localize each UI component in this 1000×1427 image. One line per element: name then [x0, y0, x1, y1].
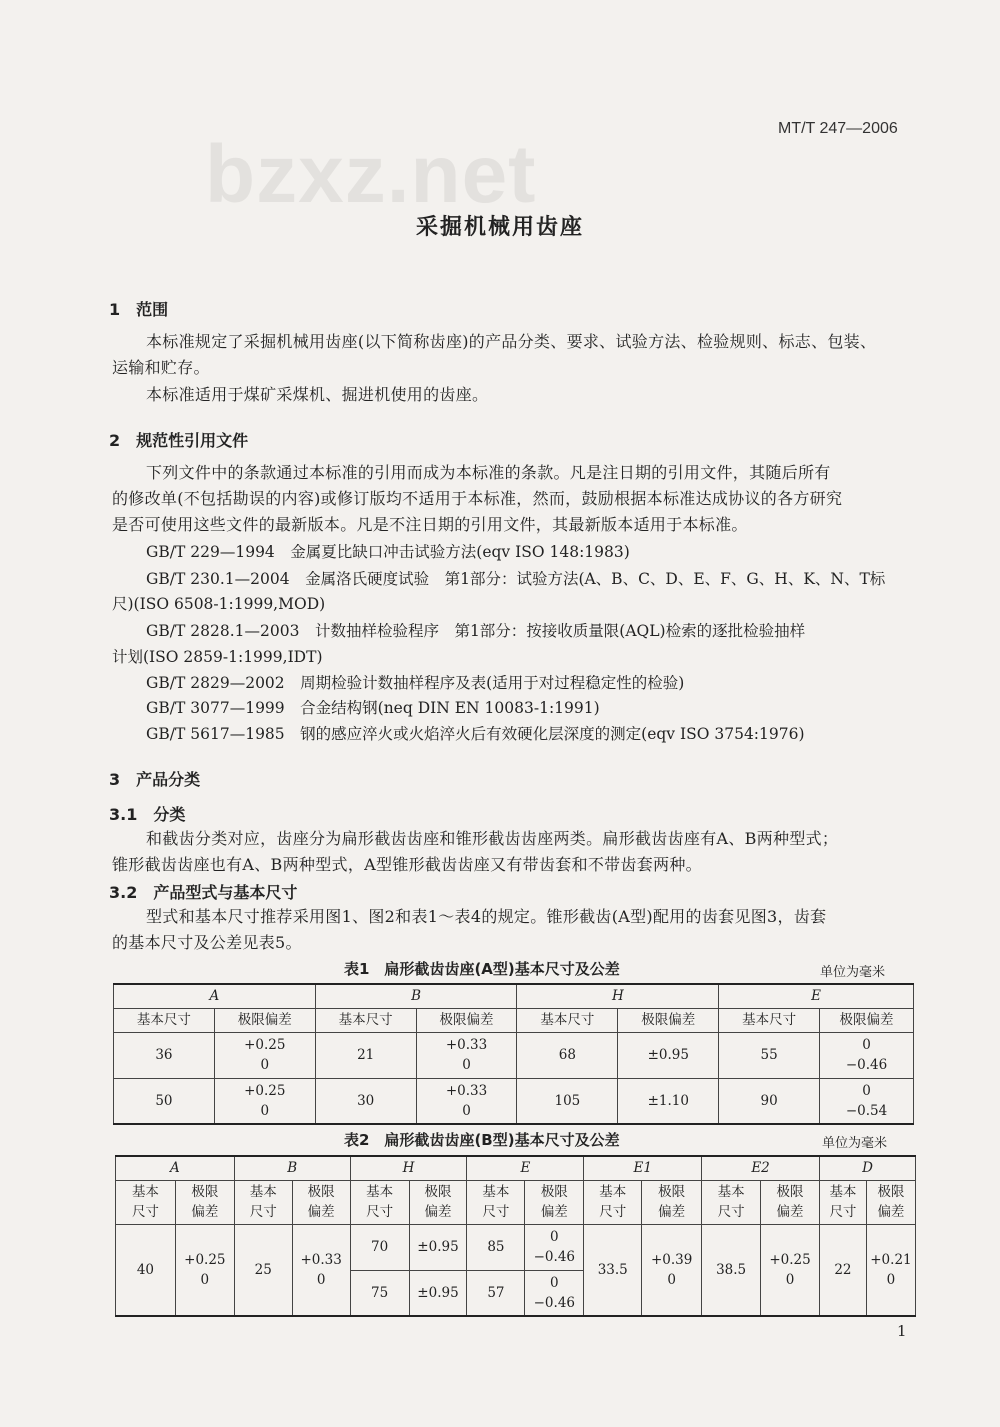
t2-sub — [467, 1180, 525, 1224]
sub-line: 极限 — [877, 1184, 905, 1200]
s1-paragraph-2: 本标准适用于煤矿采煤机、掘进机使用的齿座。 — [146, 385, 489, 404]
t2-cell: 70 — [350, 1224, 409, 1270]
t2-cell — [761, 1224, 820, 1316]
t1-cell — [416, 1078, 517, 1124]
sub-line: 偏差 — [191, 1204, 219, 1220]
sub-line: 极限 — [658, 1184, 686, 1200]
tol-lower: −0.46 — [533, 1294, 575, 1311]
s31-line-2: 锥形截齿齿座也有A、B两种型式，A型锥形截齿齿座又有带齿套和不带齿套两种。 — [112, 855, 702, 874]
tol-upper: 0 — [862, 1037, 871, 1053]
t2-cell: 85 — [467, 1224, 525, 1270]
sub-line: 偏差 — [877, 1204, 905, 1220]
sub-line: 基本 — [717, 1184, 745, 1200]
t2-header-e2: E2 — [702, 1156, 820, 1180]
t1-header-b: B — [315, 984, 517, 1008]
ref-gbt230-a: GB/T 230.1—2004 金属洛氏硬度试验 第1部分：试验方法(A、B、C、D、E、F、G、H、K、N、T标 — [146, 570, 886, 588]
t1-cell: ±1.10 — [618, 1078, 719, 1124]
ref-gbt5617: GB/T 5617—1985 钢的感应淬火或火焰淬火后有效硬化层深度的测定(eqv ISO 3754:1976) — [146, 725, 805, 743]
t2-sub — [819, 1180, 866, 1224]
s2-line-3: 是否可使用这些文件的最新版本。凡是不注日期的引用文件，其最新版本适用于本标准。 — [112, 515, 748, 534]
table1-unit: 单位为毫米 — [820, 965, 886, 980]
sub-line: 尺寸 — [131, 1204, 159, 1220]
t1-sub: 基本尺寸 — [315, 1008, 416, 1032]
ref-gbt2828-b: 计划(ISO 2859-1:1999,IDT) — [112, 648, 323, 666]
t2-cell: 33.5 — [584, 1224, 642, 1316]
sub-line: 基本 — [829, 1184, 857, 1200]
sub-line: 偏差 — [424, 1204, 452, 1220]
tol-upper: +0.21 — [870, 1251, 912, 1268]
ref-gbt230-b: 尺)(ISO 6508-1:1999,MOD) — [112, 595, 326, 613]
t2-cell: 25 — [234, 1224, 292, 1316]
table2-caption: 表2 扁形截齿齿座(B型)基本尺寸及公差 — [344, 1131, 620, 1149]
t1-sub: 极限偏差 — [820, 1008, 914, 1032]
t2-cell: ±0.95 — [409, 1224, 467, 1270]
t1-cell — [214, 1032, 315, 1078]
tol-lower: 0 — [462, 1102, 471, 1119]
sub-line: 极限 — [191, 1184, 219, 1200]
section-3-2-heading: 3.2 产品型式与基本尺寸 — [109, 883, 298, 902]
sub-line: 极限 — [424, 1184, 452, 1200]
ref-gbt229: GB/T 229—1994 金属夏比缺口冲击试验方法(eqv ISO 148:1983) — [146, 543, 630, 561]
table-row — [114, 1078, 914, 1124]
t1-sub: 极限偏差 — [416, 1008, 517, 1032]
t2-cell: 38.5 — [702, 1224, 761, 1316]
t2-cell — [292, 1224, 350, 1316]
sub-line: 尺寸 — [829, 1204, 857, 1220]
table1-caption: 表1 扁形截齿齿座(A型)基本尺寸及公差 — [344, 960, 620, 978]
ref-gbt2829: GB/T 2829—2002 周期检验计数抽样程序及表(适用于对过程稳定性的检验) — [146, 674, 685, 692]
s32-line-2: 的基本尺寸及公差见表5。 — [112, 933, 302, 952]
tol-upper: 0 — [862, 1082, 871, 1099]
tol-lower: 0 — [667, 1271, 676, 1288]
t1-cell — [416, 1032, 517, 1078]
t1-cell — [820, 1032, 914, 1078]
tol-lower: −0.46 — [845, 1057, 888, 1073]
t2-cell — [866, 1224, 915, 1316]
t2-sub — [761, 1180, 820, 1224]
sub-line: 偏差 — [658, 1204, 686, 1220]
section-3-1-heading: 3.1 分类 — [109, 805, 186, 824]
t2-sub — [292, 1180, 350, 1224]
tol-lower: 0 — [260, 1102, 270, 1119]
sub-line: 尺寸 — [366, 1204, 394, 1220]
tol-upper: +0.33 — [445, 1082, 488, 1099]
sub-line: 基本 — [366, 1184, 394, 1200]
t2-cell: 40 — [116, 1224, 176, 1316]
t1-cell: 50 — [114, 1078, 215, 1124]
tol-upper: 0 — [550, 1274, 559, 1291]
s2-line-1: 下列文件中的条款通过本标准的引用而成为本标准的条款。凡是注日期的引用文件，其随后所有 — [146, 463, 831, 482]
t2-sub — [116, 1180, 176, 1224]
t2-sub — [525, 1180, 584, 1224]
section-2-heading: 2 规范性引用文件 — [109, 431, 249, 450]
sub-line: 基本 — [599, 1184, 627, 1200]
tol-upper: 0 — [550, 1229, 559, 1245]
t2-header-e: E — [467, 1156, 584, 1180]
sub-line: 基本 — [131, 1184, 159, 1200]
t1-cell — [214, 1078, 315, 1124]
tol-lower: 0 — [462, 1057, 471, 1073]
t2-cell: ±0.95 — [409, 1270, 467, 1316]
t2-sub — [702, 1180, 761, 1224]
t2-sub — [642, 1180, 702, 1224]
sub-line: 基本 — [482, 1184, 510, 1200]
t2-cell — [642, 1224, 702, 1316]
t1-cell — [820, 1078, 914, 1124]
section-3-heading: 3 产品分类 — [109, 770, 201, 789]
sub-line: 尺寸 — [717, 1204, 745, 1220]
sub-line: 尺寸 — [249, 1204, 277, 1220]
table-row — [116, 1224, 916, 1270]
tol-upper: +0.33 — [300, 1251, 342, 1268]
t1-cell: 105 — [517, 1078, 618, 1124]
s32-line-1: 型式和基本尺寸推荐采用图1、图2和表1～表4的规定。锥形截齿(A型)配用的齿套见图3，齿套 — [146, 907, 827, 926]
ref-gbt3077: GB/T 3077—1999 合金结构钢(neq DIN EN 10083-1:1991) — [146, 699, 600, 717]
tol-upper: +0.25 — [184, 1251, 226, 1268]
t1-header-e: E — [719, 984, 914, 1008]
t2-sub — [234, 1180, 292, 1224]
page-number: 1 — [897, 1322, 907, 1340]
table1 — [113, 983, 914, 1125]
sub-line: 尺寸 — [599, 1204, 627, 1220]
tol-lower: −0.46 — [533, 1249, 575, 1265]
t1-cell: 68 — [517, 1032, 618, 1078]
tol-lower: 0 — [260, 1057, 270, 1073]
t2-sub — [175, 1180, 234, 1224]
standard-number: MT/T 247—2006 — [778, 120, 898, 137]
document-title: 采掘机械用齿座 — [415, 215, 584, 240]
t2-cell: 57 — [467, 1270, 525, 1316]
s2-line-2: 的修改单(不包括勘误的内容)或修订版均不适用于本标准，然而，鼓励根据本标准达成协议的各方研究 — [112, 489, 843, 508]
tol-upper: +0.33 — [445, 1037, 488, 1053]
table2 — [115, 1155, 916, 1317]
t2-cell — [525, 1224, 584, 1270]
section-1-heading: 1 范围 — [109, 300, 169, 319]
t2-cell: 75 — [350, 1270, 409, 1316]
t2-sub — [409, 1180, 467, 1224]
tol-lower: 0 — [316, 1271, 326, 1288]
sub-line: 极限 — [540, 1184, 568, 1200]
t1-sub: 基本尺寸 — [517, 1008, 618, 1032]
table2-unit: 单位为毫米 — [822, 1136, 888, 1151]
tol-upper: +0.25 — [244, 1037, 286, 1053]
tol-lower: −0.54 — [845, 1102, 888, 1119]
sub-line: 偏差 — [776, 1204, 804, 1220]
tol-lower: 0 — [785, 1271, 795, 1288]
ref-gbt2828-a: GB/T 2828.1—2003 计数抽样检验程序 第1部分：按接收质量限(AQL)检索的逐批检验抽样 — [146, 622, 806, 640]
watermark: bzxz.net — [205, 129, 537, 220]
t1-cell: 36 — [114, 1032, 215, 1078]
t2-header-a: A — [116, 1156, 235, 1180]
t2-cell: 22 — [819, 1224, 866, 1316]
t1-sub: 极限偏差 — [214, 1008, 315, 1032]
sub-line: 极限 — [307, 1184, 335, 1200]
sub-line: 偏差 — [307, 1204, 335, 1220]
t2-sub — [584, 1180, 642, 1224]
sub-line: 极限 — [776, 1184, 804, 1200]
s1-paragraph-1b: 运输和贮存。 — [112, 358, 210, 377]
t2-cell — [525, 1270, 584, 1316]
t1-header-a: A — [114, 984, 316, 1008]
t1-cell: 30 — [315, 1078, 416, 1124]
tol-upper: +0.25 — [244, 1082, 286, 1099]
tol-upper: +0.25 — [769, 1251, 811, 1268]
t1-cell: ±0.95 — [618, 1032, 719, 1078]
t2-header-e1: E1 — [584, 1156, 702, 1180]
t2-header-d: D — [819, 1156, 915, 1180]
tol-lower: 0 — [886, 1271, 896, 1288]
t2-header-b: B — [234, 1156, 350, 1180]
t1-sub: 基本尺寸 — [719, 1008, 820, 1032]
t1-cell: 55 — [719, 1032, 820, 1078]
sub-line: 基本 — [249, 1184, 277, 1200]
t1-cell: 90 — [719, 1078, 820, 1124]
t2-cell — [175, 1224, 234, 1316]
sub-line: 尺寸 — [482, 1204, 510, 1220]
t1-cell: 21 — [315, 1032, 416, 1078]
table-row — [114, 1032, 914, 1078]
s1-paragraph-1a: 本标准规定了采掘机械用齿座(以下简称齿座)的产品分类、要求、试验方法、检验规则、标志、包装、 — [146, 332, 877, 351]
t2-header-h: H — [350, 1156, 467, 1180]
t2-sub — [866, 1180, 915, 1224]
sub-line: 偏差 — [540, 1204, 568, 1220]
t1-sub: 极限偏差 — [618, 1008, 719, 1032]
t1-sub: 基本尺寸 — [114, 1008, 215, 1032]
t2-sub — [350, 1180, 409, 1224]
tol-lower: 0 — [200, 1271, 210, 1288]
s31-line-1: 和截齿分类对应，齿座分为扁形截齿齿座和锥形截齿齿座两类。扁形截齿齿座有A、B两种型式； — [146, 829, 839, 848]
t1-header-h: H — [517, 984, 719, 1008]
tol-upper: +0.39 — [650, 1251, 693, 1268]
